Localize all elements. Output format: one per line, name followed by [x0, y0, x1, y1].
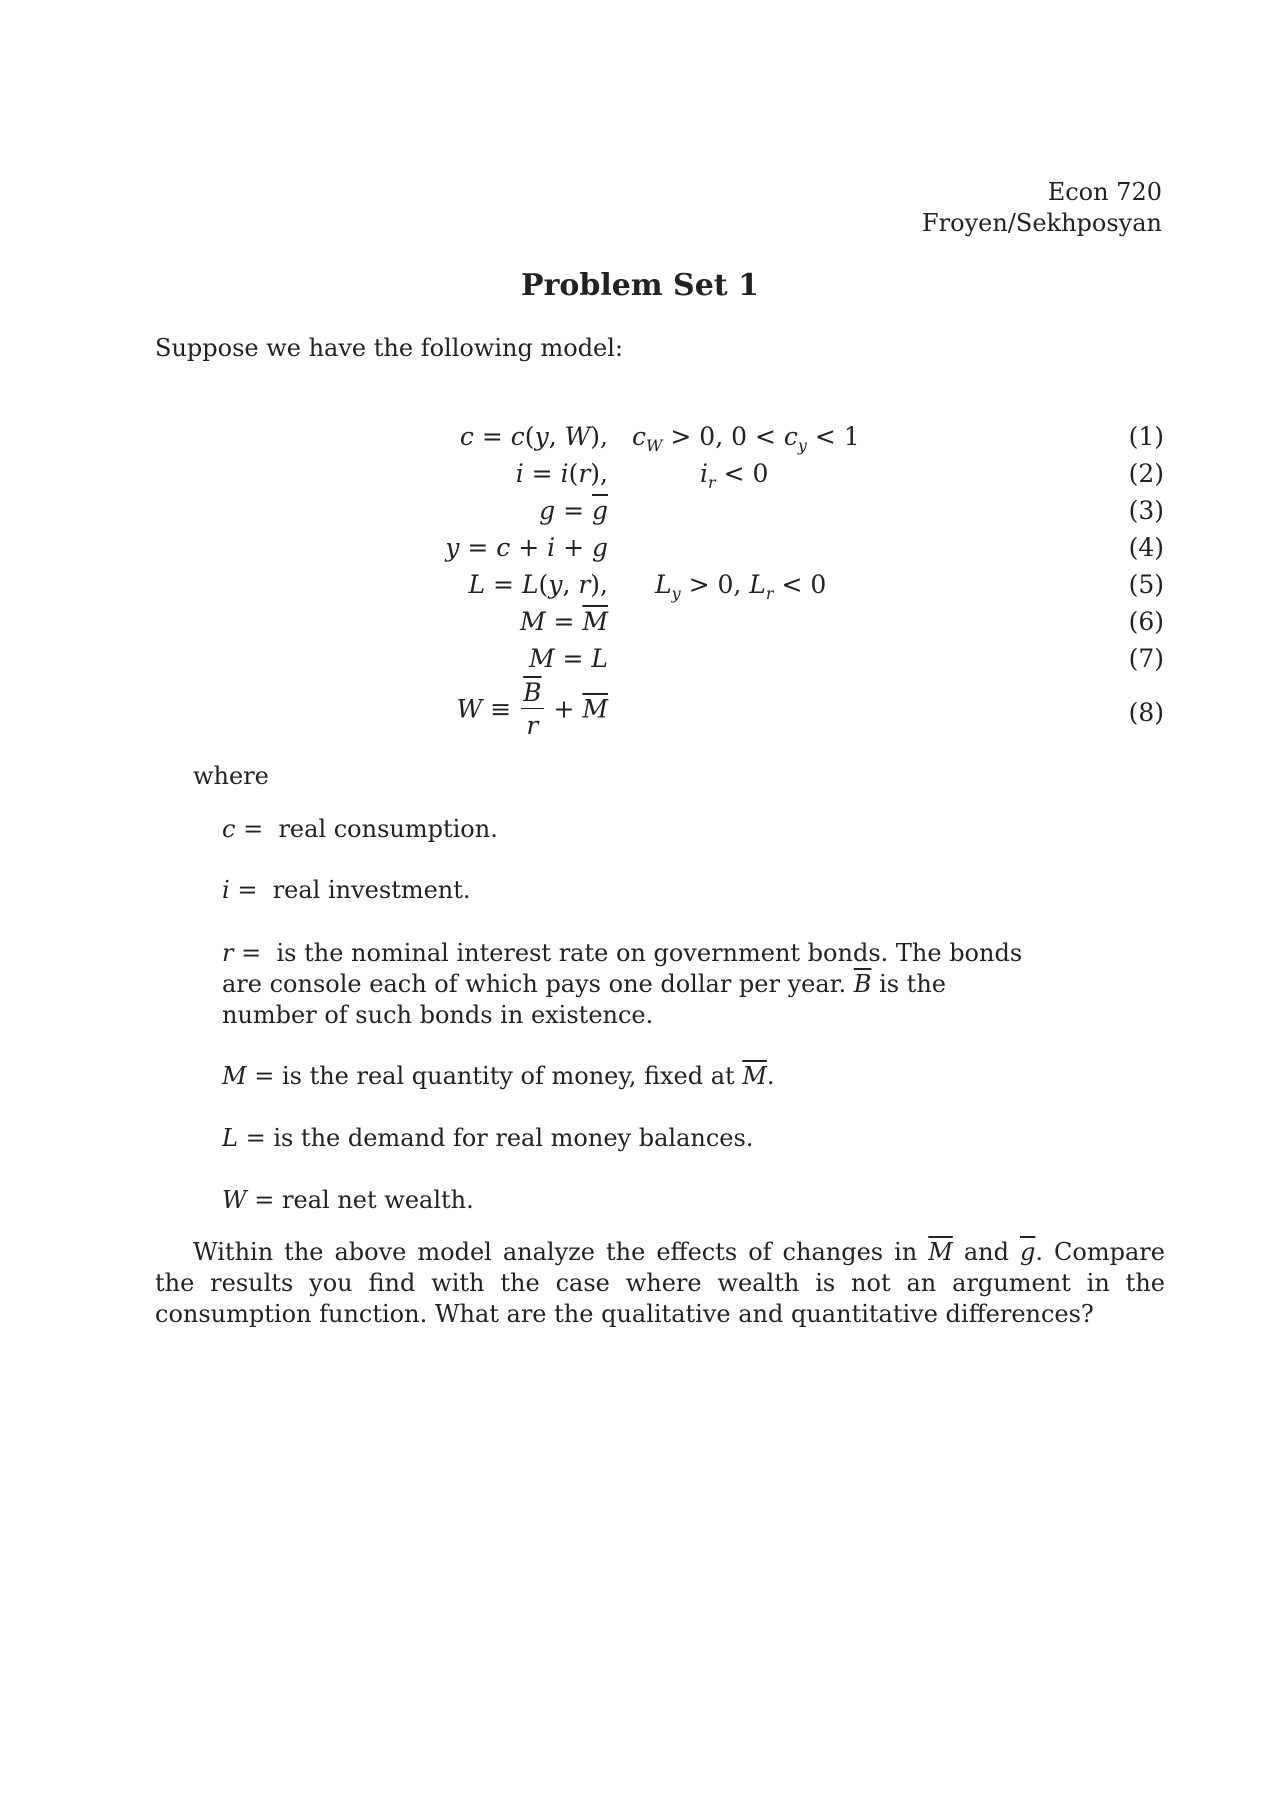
equation-number: (6): [1128, 607, 1164, 636]
equation-5: L = L(y, r), $L_y > 0$, $L_r < 0$ (5): [468, 570, 1164, 603]
intro-text: Suppose we have the following model:: [155, 334, 624, 362]
definition-m: M = is the real quantity of money, fixed at $\overline{M}$.: [222, 1062, 775, 1090]
definition-l: L = is the demand for real money balances.: [222, 1124, 754, 1152]
page-title: Problem Set 1: [521, 268, 759, 303]
equation-number: (8): [1128, 698, 1164, 727]
where-label: where: [193, 762, 269, 790]
definition-c: c = real consumption.: [222, 815, 498, 843]
equation-7: M = L (7): [528, 644, 1164, 673]
equation-number: (3): [1128, 496, 1164, 525]
authors-label: Froyen/Sekhposyan: [922, 209, 1162, 237]
equation-8: W ≡ $\frac{\overline{B}}{r}$ + $\overline{M}$ (8): [456, 678, 1164, 740]
equation-2: i = i(r), $i_r < 0$ (2): [515, 459, 1164, 492]
equation-number: (2): [1128, 459, 1164, 488]
equation-6: $M = \overline{M}$ (6): [519, 607, 1164, 636]
equation-4: y = c + i + g (4): [445, 533, 1164, 562]
definition-i: i = real investment.: [222, 876, 471, 904]
course-label: Econ 720: [1047, 178, 1162, 206]
question-paragraph: Within the above model analyze the effects of changes in $\overline{M}$ and $\overline{g}$. Compare the results you find with the case where wealth is not an argument in the consumption function. What are the qualitative and quantitative differences?: [155, 1238, 1165, 1328]
definition-w: W = real net wealth.: [222, 1186, 474, 1214]
equation-1: c = c(y, W), $c_W > 0$, $0 < c_y < 1$ (1): [459, 422, 1164, 455]
equation-number: (4): [1128, 533, 1164, 562]
equation-number: (7): [1128, 644, 1164, 673]
definition-r: r = is the nominal interest rate on government bonds. The bonds are console each of which pays one dollar per year. $\overline{B}$ is the number of such bonds in existence.: [222, 939, 1023, 1029]
equation-3: $g = \overline{g}$ (3): [539, 496, 1164, 525]
equation-number: (1): [1128, 422, 1164, 451]
equation-number: (5): [1128, 570, 1164, 599]
